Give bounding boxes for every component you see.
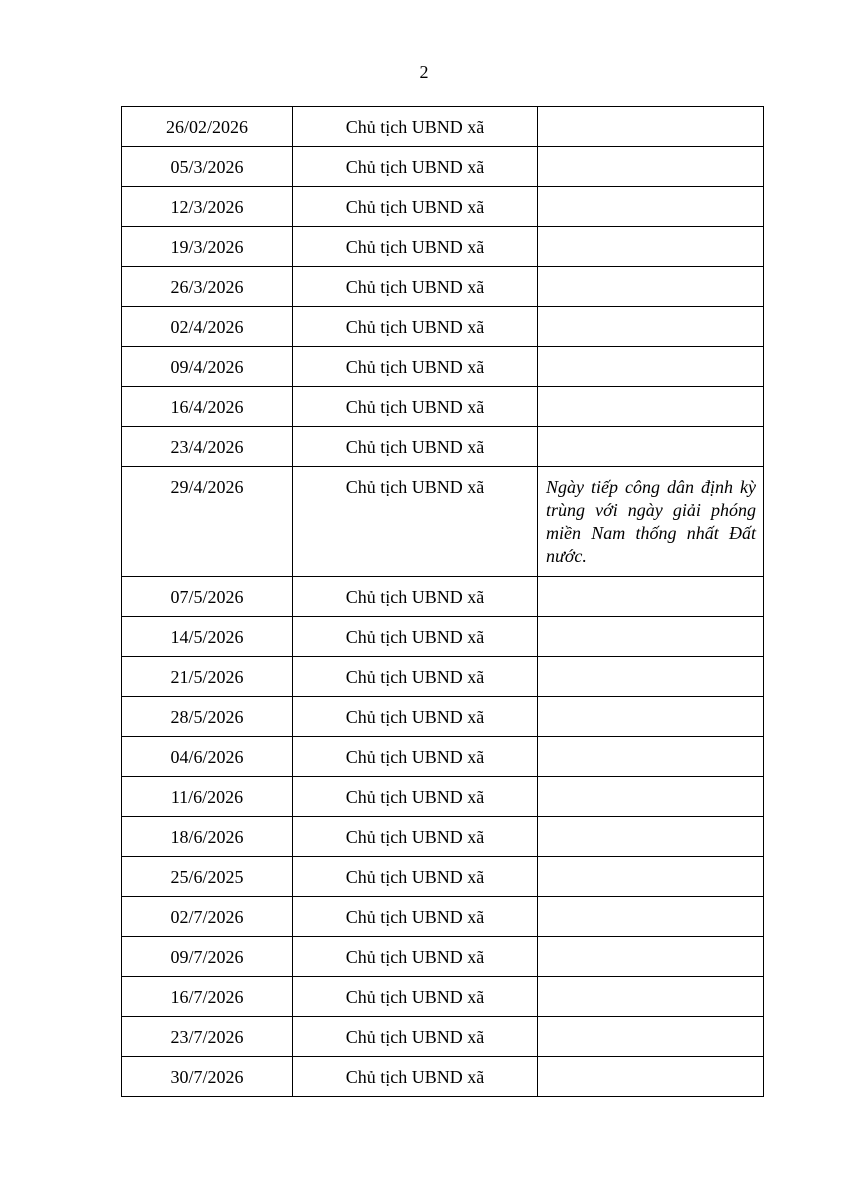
- person-text: Chủ tịch UBND xã: [345, 907, 485, 927]
- date-cell: [122, 777, 293, 817]
- person-text: Chủ tịch UBND xã: [345, 157, 485, 177]
- date-text: 12/3/2026: [170, 197, 244, 217]
- date-cell: [122, 937, 293, 977]
- date-text: 11/6/2026: [170, 787, 244, 807]
- date-cell: [122, 857, 293, 897]
- note-cell: [538, 187, 764, 227]
- person-cell: [293, 897, 538, 937]
- date-cell: [122, 467, 293, 577]
- table-row: [122, 147, 764, 187]
- table-row: [122, 897, 764, 937]
- note-cell: [538, 777, 764, 817]
- date-text: 07/5/2026: [170, 587, 244, 607]
- date-text: 02/4/2026: [170, 317, 244, 337]
- table-row: [122, 737, 764, 777]
- person-text: Chủ tịch UBND xã: [345, 667, 485, 687]
- person-text: Chủ tịch UBND xã: [345, 357, 485, 377]
- person-cell: [293, 817, 538, 857]
- date-cell: [122, 307, 293, 347]
- date-text: 23/7/2026: [170, 1027, 244, 1047]
- note-cell: [538, 387, 764, 427]
- note-cell: [538, 347, 764, 387]
- table-row: [122, 657, 764, 697]
- note-cell: [538, 977, 764, 1017]
- date-text: 02/7/2026: [170, 907, 244, 927]
- date-cell: [122, 697, 293, 737]
- person-text: Chủ tịch UBND xã: [345, 627, 485, 647]
- table-row: [122, 307, 764, 347]
- note-cell: [538, 857, 764, 897]
- date-cell: [122, 737, 293, 777]
- note-cell: [538, 227, 764, 267]
- date-text: 14/5/2026: [170, 627, 244, 647]
- date-text: 16/4/2026: [170, 397, 244, 417]
- note-cell: [538, 467, 764, 577]
- person-text: Chủ tịch UBND xã: [345, 117, 485, 137]
- note-cell: [538, 107, 764, 147]
- person-text: Chủ tịch UBND xã: [345, 947, 485, 967]
- date-cell: [122, 387, 293, 427]
- date-cell: [122, 657, 293, 697]
- note-cell: [538, 577, 764, 617]
- person-cell: [293, 697, 538, 737]
- date-cell: [122, 347, 293, 387]
- date-text: 25/6/2025: [170, 867, 244, 887]
- person-text: Chủ tịch UBND xã: [345, 277, 485, 297]
- person-cell: [293, 427, 538, 467]
- person-text: Chủ tịch UBND xã: [345, 1067, 485, 1087]
- person-cell: [293, 1057, 538, 1097]
- note-cell: [538, 897, 764, 937]
- person-cell: [293, 347, 538, 387]
- table-row: [122, 387, 764, 427]
- date-cell: [122, 227, 293, 267]
- person-cell: [293, 107, 538, 147]
- note-cell: [538, 1017, 764, 1057]
- note-cell: [538, 937, 764, 977]
- date-text: 04/6/2026: [170, 747, 244, 767]
- note-cell: [538, 697, 764, 737]
- person-cell: [293, 617, 538, 657]
- note-cell: [538, 427, 764, 467]
- person-cell: [293, 777, 538, 817]
- table-row: [122, 427, 764, 467]
- date-text: 26/3/2026: [170, 277, 244, 297]
- person-cell: [293, 977, 538, 1017]
- note-cell: [538, 147, 764, 187]
- table-row: [122, 777, 764, 817]
- table-row: [122, 107, 764, 147]
- person-cell: [293, 1017, 538, 1057]
- person-text: Chủ tịch UBND xã: [345, 317, 485, 337]
- date-cell: [122, 817, 293, 857]
- date-text: 05/3/2026: [170, 157, 244, 177]
- date-cell: [122, 107, 293, 147]
- table-row: [122, 1017, 764, 1057]
- date-text: 23/4/2026: [170, 437, 244, 457]
- date-cell: [122, 577, 293, 617]
- person-text: Chủ tịch UBND xã: [345, 787, 485, 807]
- table-row: [122, 617, 764, 657]
- table-row: [122, 1057, 764, 1097]
- person-cell: [293, 227, 538, 267]
- table-row: [122, 977, 764, 1017]
- person-text: Chủ tịch UBND xã: [345, 827, 485, 847]
- person-text: Chủ tịch UBND xã: [345, 987, 485, 1007]
- person-text: Chủ tịch UBND xã: [345, 237, 485, 257]
- date-text: 28/5/2026: [170, 707, 244, 727]
- date-text: 19/3/2026: [170, 237, 244, 257]
- table-row: [122, 697, 764, 737]
- date-cell: [122, 1017, 293, 1057]
- date-text: 09/7/2026: [170, 947, 244, 967]
- note-cell: [538, 817, 764, 857]
- person-text: Chủ tịch UBND xã: [345, 587, 485, 607]
- date-text: 29/4/2026: [170, 477, 244, 497]
- date-cell: [122, 1057, 293, 1097]
- table-row: [122, 267, 764, 307]
- note-cell: [538, 1057, 764, 1097]
- date-cell: [122, 147, 293, 187]
- person-text: Chủ tịch UBND xã: [345, 437, 485, 457]
- person-text: Chủ tịch UBND xã: [345, 197, 485, 217]
- note-cell: [538, 267, 764, 307]
- person-cell: [293, 737, 538, 777]
- person-text: Chủ tịch UBND xã: [345, 867, 485, 887]
- table-row: [122, 577, 764, 617]
- note-text: Ngày tiếp công dân định kỳ trùng với ngày giải phóng miền Nam thống nhất Đất nước.: [546, 477, 756, 566]
- date-cell: [122, 267, 293, 307]
- person-cell: [293, 147, 538, 187]
- table-row: [122, 937, 764, 977]
- person-cell: [293, 267, 538, 307]
- person-text: Chủ tịch UBND xã: [345, 747, 485, 767]
- date-cell: [122, 977, 293, 1017]
- note-cell: [538, 657, 764, 697]
- person-text: Chủ tịch UBND xã: [345, 1027, 485, 1047]
- person-text: Chủ tịch UBND xã: [345, 477, 485, 497]
- person-cell: [293, 937, 538, 977]
- note-cell: [538, 307, 764, 347]
- table-row: [122, 857, 764, 897]
- person-text: Chủ tịch UBND xã: [345, 707, 485, 727]
- note-cell: [538, 737, 764, 777]
- date-text: 30/7/2026: [170, 1067, 244, 1087]
- date-text: 21/5/2026: [170, 667, 244, 687]
- person-cell: [293, 657, 538, 697]
- date-text: 26/02/2026: [165, 117, 248, 137]
- person-cell: [293, 467, 538, 577]
- schedule-table-body: [122, 107, 764, 1097]
- table-row: [122, 187, 764, 227]
- date-cell: [122, 427, 293, 467]
- page-number: 2: [419, 62, 429, 82]
- note-cell: [538, 617, 764, 657]
- person-text: Chủ tịch UBND xã: [345, 397, 485, 417]
- person-cell: [293, 857, 538, 897]
- reception-schedule-table: [121, 106, 764, 1097]
- date-cell: [122, 187, 293, 227]
- date-cell: [122, 897, 293, 937]
- table-row: [122, 347, 764, 387]
- person-cell: [293, 307, 538, 347]
- table-row: [122, 467, 764, 577]
- person-cell: [293, 577, 538, 617]
- date-text: 09/4/2026: [170, 357, 244, 377]
- table-row: [122, 227, 764, 267]
- person-cell: [293, 187, 538, 227]
- date-text: 16/7/2026: [170, 987, 244, 1007]
- table-row: [122, 817, 764, 857]
- person-cell: [293, 387, 538, 427]
- date-cell: [122, 617, 293, 657]
- date-text: 18/6/2026: [170, 827, 244, 847]
